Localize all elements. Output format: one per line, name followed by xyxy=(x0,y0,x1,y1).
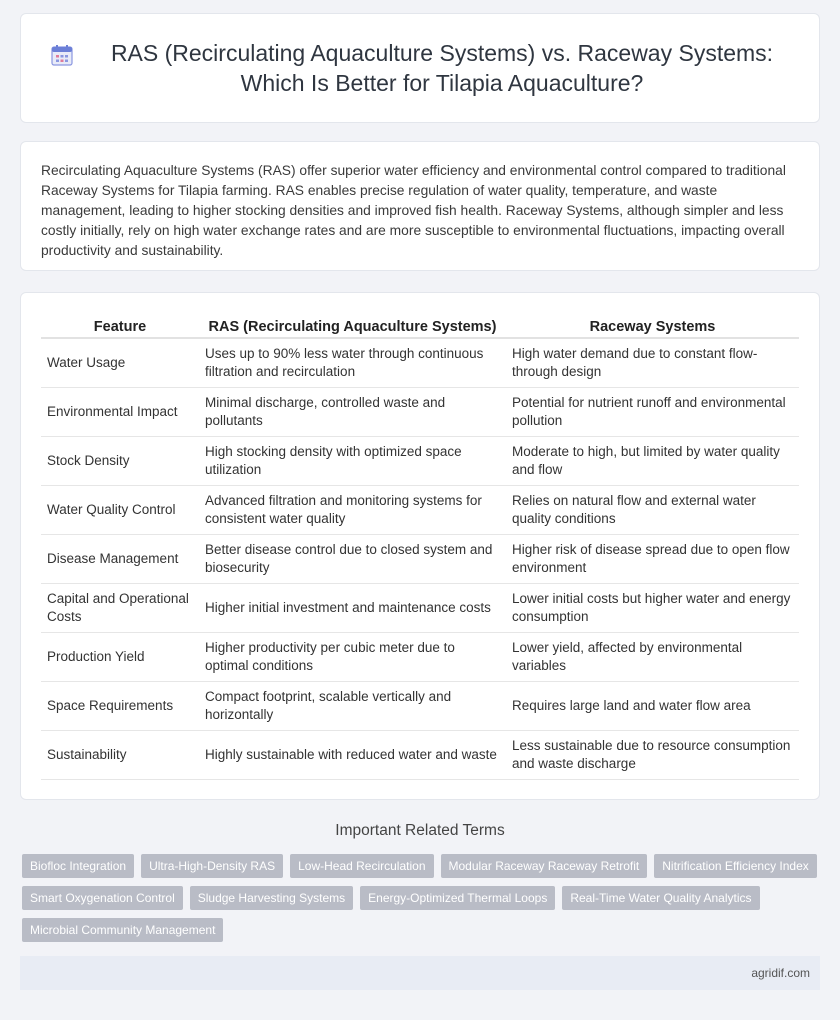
table-header-row xyxy=(41,309,799,338)
header-card xyxy=(20,13,820,123)
header-ras: RAS (Recirculating Aquaculture Systems) xyxy=(199,309,506,338)
raceway-cell: Lower initial costs but higher water and energy consumption xyxy=(506,583,799,632)
term-tag[interactable]: Modular Raceway Raceway Retrofit xyxy=(441,854,648,878)
table-row xyxy=(41,632,799,681)
table-row xyxy=(41,681,799,730)
ras-cell: Highly sustainable with reduced water and waste xyxy=(199,730,506,779)
raceway-cell: Relies on natural flow and external water quality conditions xyxy=(506,485,799,534)
footer xyxy=(20,956,820,990)
raceway-cell: Moderate to high, but limited by water quality and flow xyxy=(506,436,799,485)
intro-text: Recirculating Aquaculture Systems (RAS) offer superior water efficiency and environmental control compared to traditional Raceway Systems for Tilapia farming. RAS enables precise regulation of water quality, temperature, and waste management, leading to higher stocking densities and improved fish health. Raceway Systems, although simpler and less costly initially, rely on high water exchange rates and are more susceptible to environmental fluctuations, impacting overall productivity and sustainability. xyxy=(41,163,786,258)
table-row xyxy=(41,485,799,534)
ras-cell: Uses up to 90% less water through continuous filtration and recirculation xyxy=(199,338,506,387)
term-tag[interactable]: Ultra-High-Density RAS xyxy=(141,854,283,878)
footer-site-link[interactable]: agridif.com xyxy=(751,966,810,980)
term-tag[interactable]: Real-Time Water Quality Analytics xyxy=(562,886,759,910)
raceway-cell: Potential for nutrient runoff and environmental pollution xyxy=(506,387,799,436)
calendar-icon xyxy=(51,44,73,66)
table-row xyxy=(41,583,799,632)
header-feature: Feature xyxy=(41,309,199,338)
term-tag[interactable]: Energy-Optimized Thermal Loops xyxy=(360,886,555,910)
feature-cell: Water Usage xyxy=(41,338,199,387)
feature-cell: Space Requirements xyxy=(41,681,199,730)
feature-cell: Capital and Operational Costs xyxy=(41,583,199,632)
term-tag[interactable]: Biofloc Integration xyxy=(22,854,134,878)
feature-cell: Environmental Impact xyxy=(41,387,199,436)
feature-cell: Stock Density xyxy=(41,436,199,485)
ras-cell: Minimal discharge, controlled waste and pollutants xyxy=(199,387,506,436)
intro-card xyxy=(20,141,820,271)
raceway-cell: High water demand due to constant flow-through design xyxy=(506,338,799,387)
ras-cell: Higher initial investment and maintenance costs xyxy=(199,583,506,632)
raceway-cell: Less sustainable due to resource consumption and waste discharge xyxy=(506,730,799,779)
table-row xyxy=(41,338,799,387)
page-title: RAS (Recirculating Aquaculture Systems) vs. Raceway Systems: Which Is Better for Tilapia Aquaculture? xyxy=(110,40,774,96)
comparison-table-card xyxy=(20,292,820,800)
header-raceway: Raceway Systems xyxy=(506,309,799,338)
ras-cell: Compact footprint, scalable vertically and horizontally xyxy=(199,681,506,730)
table-row xyxy=(41,730,799,779)
term-tag[interactable]: Sludge Harvesting Systems xyxy=(190,886,353,910)
comparison-table xyxy=(41,309,799,780)
ras-cell: Higher productivity per cubic meter due to optimal conditions xyxy=(199,632,506,681)
feature-cell: Water Quality Control xyxy=(41,485,199,534)
feature-cell: Disease Management xyxy=(41,534,199,583)
raceway-cell: Higher risk of disease spread due to open flow environment xyxy=(506,534,799,583)
raceway-cell: Requires large land and water flow area xyxy=(506,681,799,730)
raceway-cell: Lower yield, affected by environmental variables xyxy=(506,632,799,681)
term-tag[interactable]: Smart Oxygenation Control xyxy=(22,886,183,910)
table-row xyxy=(41,534,799,583)
term-tag[interactable]: Nitrification Efficiency Index xyxy=(654,854,817,878)
related-terms-title: Important Related Terms xyxy=(335,822,505,839)
term-tag[interactable]: Low-Head Recirculation xyxy=(290,854,433,878)
table-row xyxy=(41,387,799,436)
term-tag[interactable]: Microbial Community Management xyxy=(22,918,223,942)
ras-cell: High stocking density with optimized space utilization xyxy=(199,436,506,485)
related-terms-list xyxy=(22,854,820,942)
ras-cell: Advanced filtration and monitoring systems for consistent water quality xyxy=(199,485,506,534)
feature-cell: Sustainability xyxy=(41,730,199,779)
table-row xyxy=(41,436,799,485)
feature-cell: Production Yield xyxy=(41,632,199,681)
ras-cell: Better disease control due to closed system and biosecurity xyxy=(199,534,506,583)
